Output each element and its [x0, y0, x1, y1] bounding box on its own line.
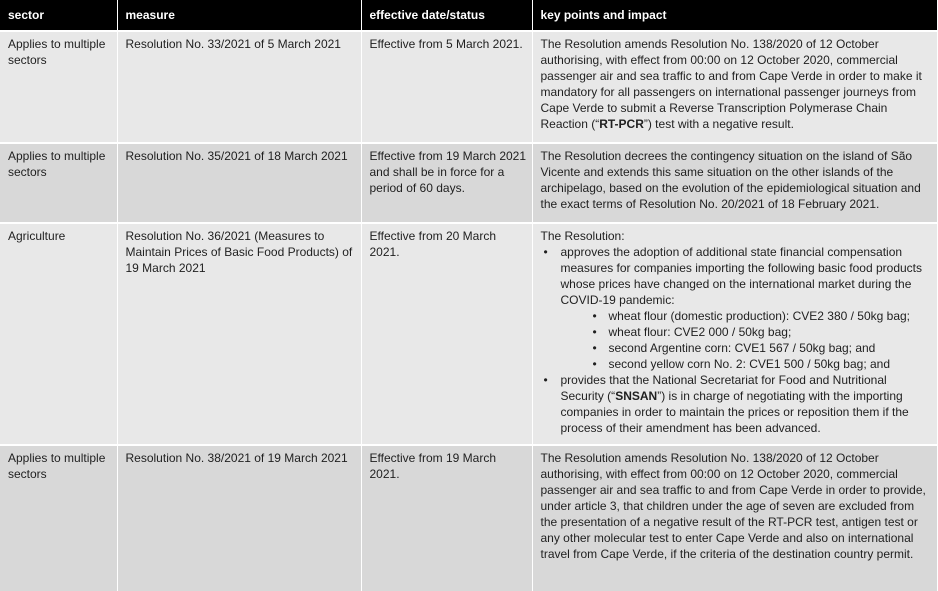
impact-cell: The Resolution amends Resolution No. 138/2020 of 12 October authorising, with effect from 00:00 on 12 October 2020, commercial passenger air and sea traffic to and from Cape Verde in order to provide, under article 3, that children under the age of seven are excluded from the presentation of a negative result of the RT-PCR test, antigen test or any other molecular test to enter Cape Verde and also on international travel from Cape Verde, if the criteria of the destination country permit. — [532, 445, 937, 591]
impact-cell: The Resolution decrees the contingency situation on the island of São Vicente and extends this same situation on the other islands of the archipelago, based on the evolution of the epidemiological situation and the exact terms of Resolution No. 20/2021 of 18 February 2021. — [532, 143, 937, 223]
effective-cell: Effective from 19 March 2021. — [361, 445, 532, 591]
impact-bullet-list — [541, 244, 934, 436]
price-list — [561, 308, 934, 372]
impact-text-end: ”) test with a negative result. — [643, 117, 794, 131]
effective-cell: Effective from 20 March 2021. — [361, 223, 532, 445]
list-item — [541, 244, 934, 372]
header-impact: key points and impact — [532, 0, 937, 31]
table-row — [0, 143, 937, 223]
impact-intro: The Resolution: — [540, 229, 625, 243]
snsan-abbreviation: SNSAN — [615, 389, 658, 403]
list-item: • second yellow corn No. 2: CVE1 500 / 50kg bag; and — [561, 356, 934, 372]
measure-cell: Resolution No. 35/2021 of 18 March 2021 — [117, 143, 361, 223]
header-measure: measure — [117, 0, 361, 31]
bullet-text-end: ”) is in charge of negotiating with the importing companies in order to maintain the prices or reposition them if the process of their amendment has been advanced. — [560, 389, 909, 435]
impact-text: The Resolution amends Resolution No. 138/2020 of 12 October authorising, with effect from 00:00 on 12 October 2020, commercial passenger air and sea traffic to and from Cape Verde in order to make it mandatory for all passengers on international passenger journeys from Cape Verde to submit a Reverse Transcription Polymerase Chain Reaction (“ — [540, 37, 922, 131]
header-effective: effective date/status — [361, 0, 532, 31]
effective-cell: Effective from 5 March 2021. — [361, 31, 532, 143]
table-row — [0, 223, 937, 445]
bullet-text: provides that the National Secretariat for Food and Nutritional Security (“ — [560, 373, 887, 403]
measure-cell: Resolution No. 33/2021 of 5 March 2021 — [117, 31, 361, 143]
header-row — [0, 0, 937, 31]
sector-cell: Applies to multiple sectors — [0, 445, 117, 591]
bullet-text: approves the adoption of additional state financial compensation measures for companies importing the following basic food products whose prices have changed on the international market during the COVID-19 pandemic: — [560, 245, 923, 307]
impact-abbreviation: RT-PCR — [599, 117, 644, 131]
header-sector: sector — [0, 0, 117, 31]
list-item: • wheat flour: CVE2 000 / 50kg bag; — [561, 324, 934, 340]
impact-cell — [532, 223, 937, 445]
table-row — [0, 31, 937, 143]
sector-cell: Applies to multiple sectors — [0, 143, 117, 223]
table-row — [0, 445, 937, 591]
sector-cell: Agriculture — [0, 223, 117, 445]
measure-cell: Resolution No. 38/2021 of 19 March 2021 — [117, 445, 361, 591]
effective-cell: Effective from 19 March 2021 and shall be in force for a period of 60 days. — [361, 143, 532, 223]
sector-cell: Applies to multiple sectors — [0, 31, 117, 143]
list-item: • second Argentine corn: CVE1 567 / 50kg bag; and — [561, 340, 934, 356]
list-item — [541, 372, 934, 436]
list-item: • wheat flour (domestic production): CVE2 380 / 50kg bag; — [561, 308, 934, 324]
impact-cell — [532, 31, 937, 143]
measure-cell: Resolution No. 36/2021 (Measures to Maintain Prices of Basic Food Products) of 19 March 2021 — [117, 223, 361, 445]
